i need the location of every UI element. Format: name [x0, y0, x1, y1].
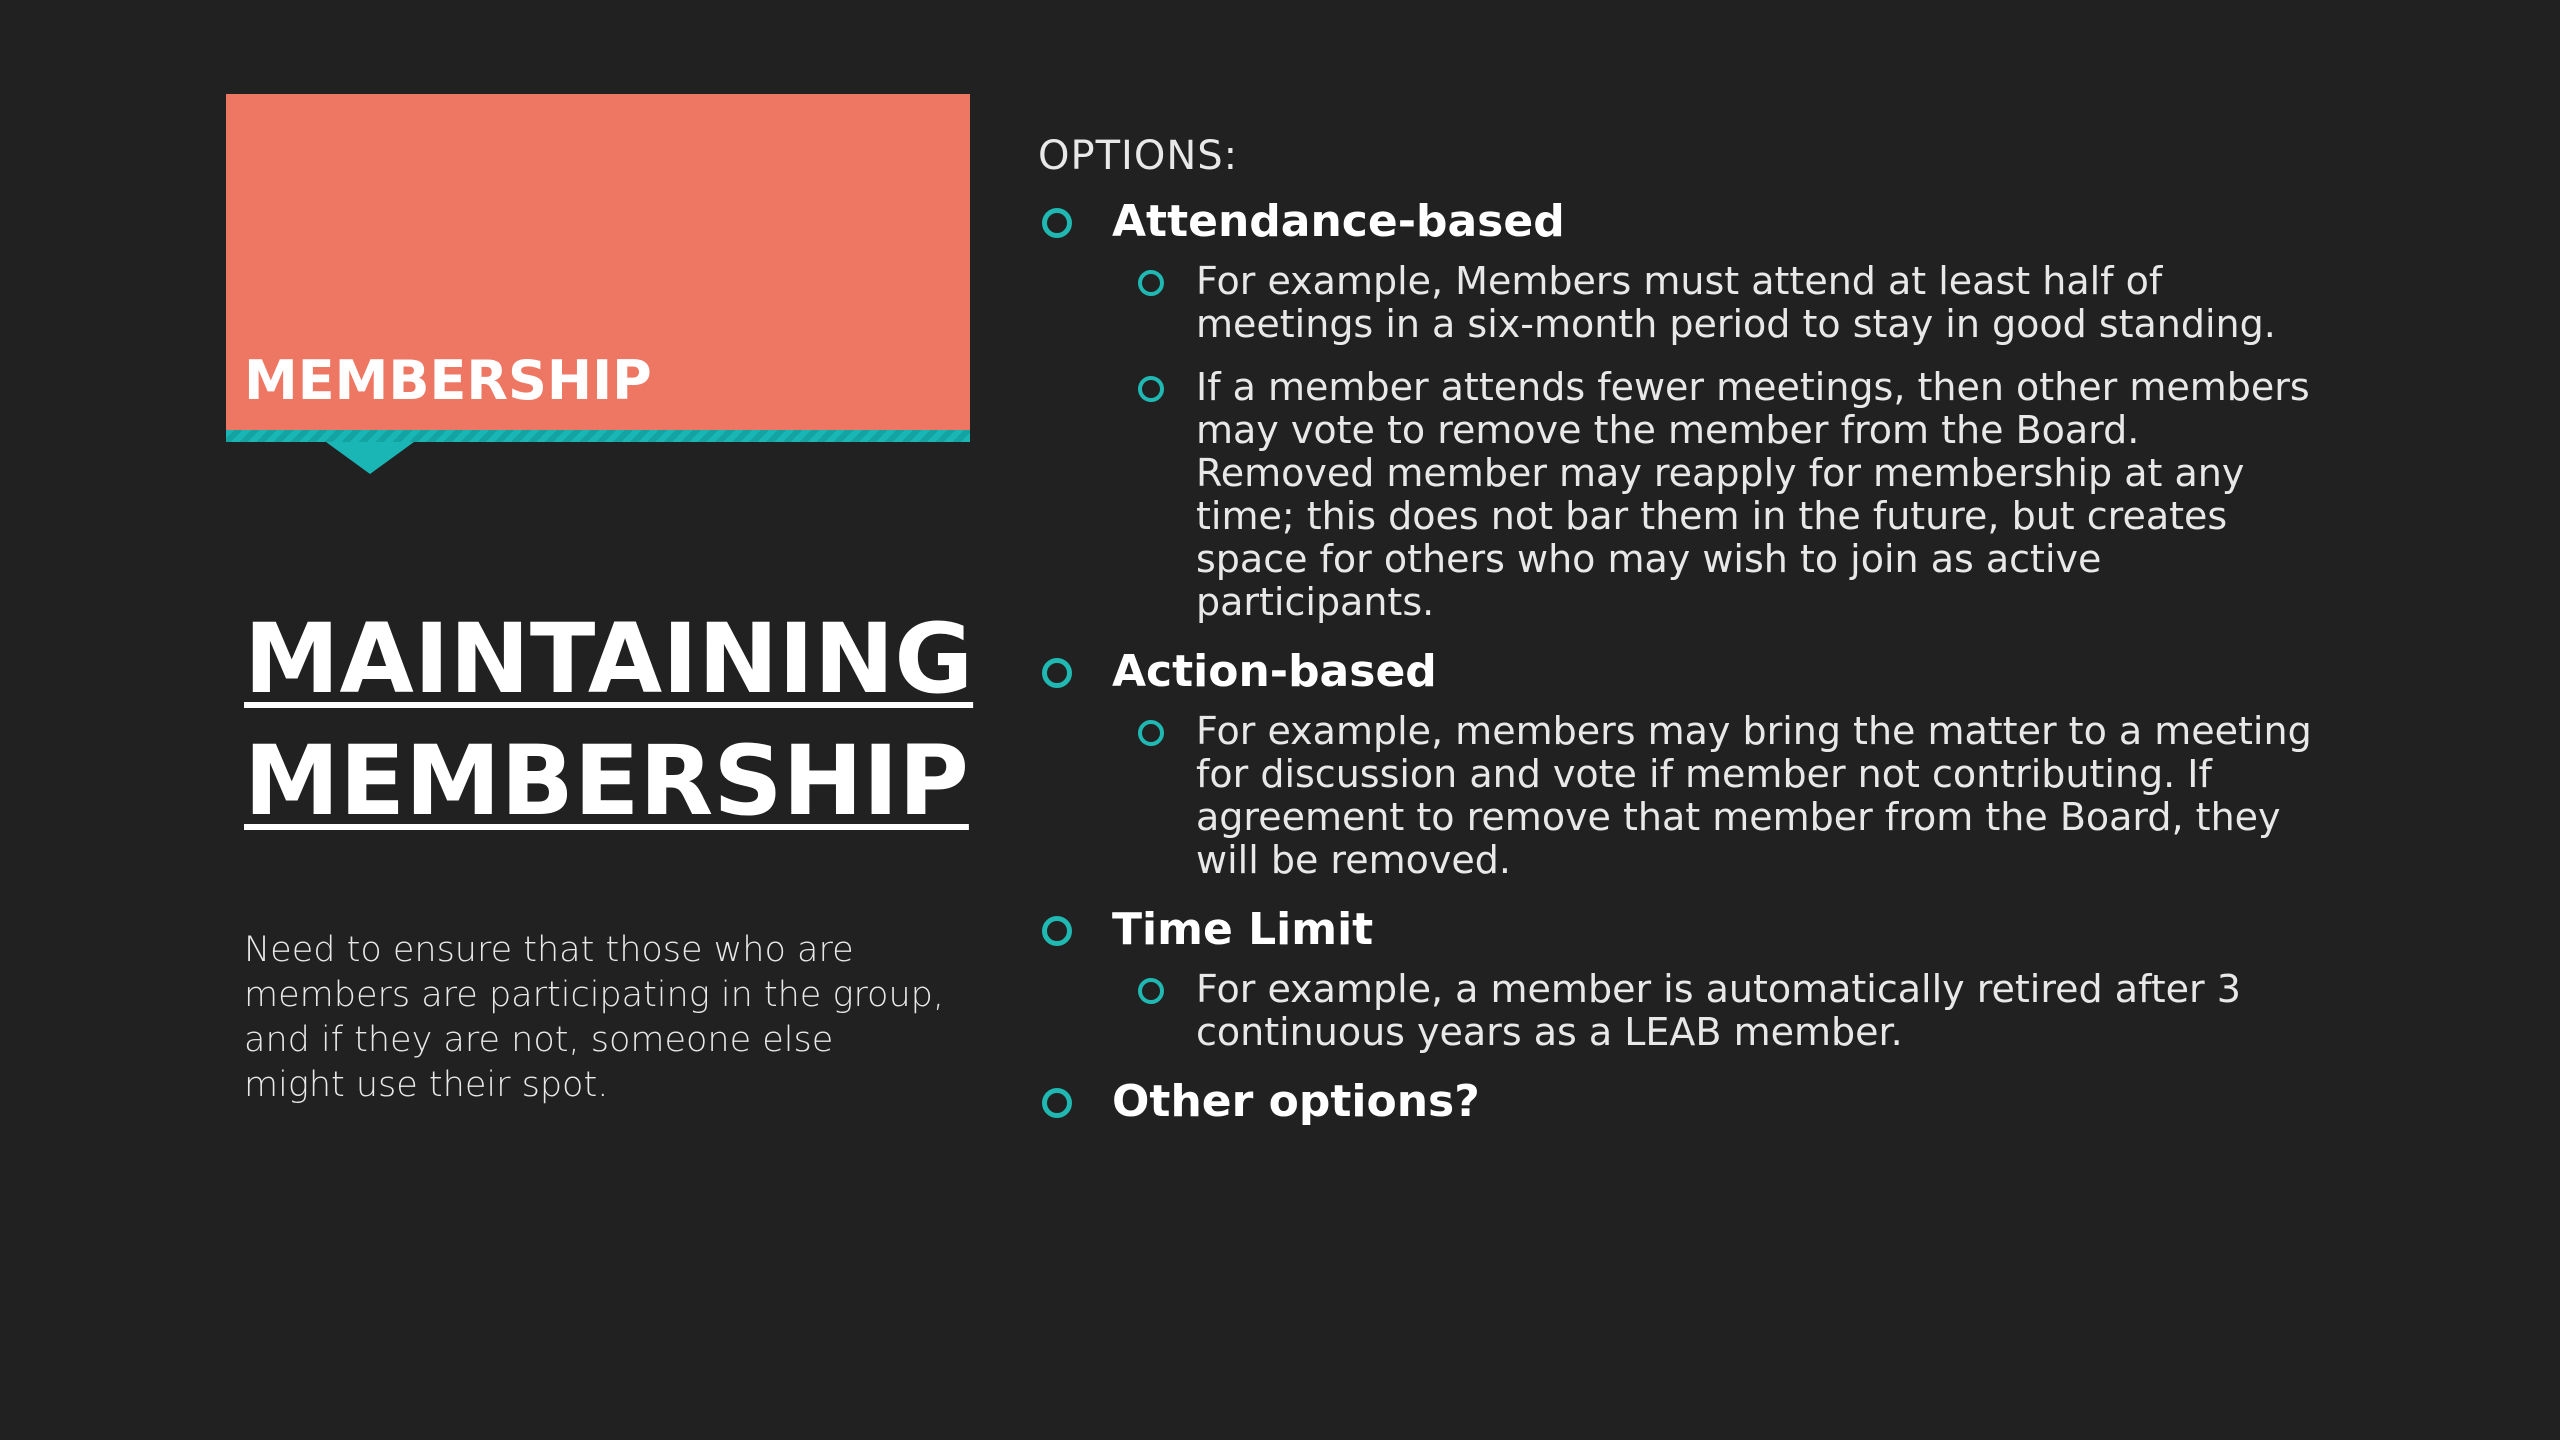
banner-stripe	[226, 430, 970, 442]
ring-bullet-icon	[1138, 978, 1164, 1004]
options-content	[1038, 128, 2318, 1140]
slide-title-line-2: MEMBERSHIP	[244, 725, 969, 837]
option-subitem-text: For example, Members must attend at least half of meetings in a six-month period to stay in good standing.	[1196, 259, 2276, 346]
slide-title	[244, 598, 974, 842]
option-group-action	[1038, 644, 2318, 882]
banner-pointer-icon	[326, 442, 414, 474]
option-label	[1038, 644, 2318, 700]
ring-bullet-icon	[1042, 916, 1072, 946]
option-subitem-text: For example, a member is automatically retired after 3 continuous years as a LEAB member.	[1196, 967, 2241, 1054]
ring-bullet-icon	[1042, 1088, 1072, 1118]
ring-bullet-icon	[1042, 658, 1072, 688]
slide-title-line-1: MAINTAINING	[244, 603, 974, 715]
section-label: MEMBERSHIP	[244, 349, 652, 412]
option-label	[1038, 194, 2318, 250]
option-label	[1038, 1074, 2318, 1130]
option-subitem	[1038, 366, 2318, 624]
left-body-text: Need to ensure that those who are members are participating in the group, and if they are not, someone else might use their spot.	[244, 930, 944, 1105]
section-banner	[226, 94, 970, 430]
option-subitem	[1038, 710, 2318, 882]
option-label-text: Time Limit	[1112, 904, 1374, 955]
ring-bullet-icon	[1138, 270, 1164, 296]
option-label-text: Attendance-based	[1112, 196, 1565, 247]
options-heading: OPTIONS:	[1038, 133, 1239, 179]
ring-bullet-icon	[1138, 376, 1164, 402]
ring-bullet-icon	[1138, 720, 1164, 746]
option-group-time-limit	[1038, 902, 2318, 1054]
option-group-other	[1038, 1074, 2318, 1130]
option-subitem-text: If a member attends fewer meetings, then other members may vote to remove the member from the Board. Removed member may reapply for membership at any time; this does not bar them in the future, but creates space for others who may wish to join as active participants.	[1196, 365, 2310, 624]
option-subitem	[1038, 968, 2318, 1054]
option-group-attendance	[1038, 194, 2318, 624]
option-label	[1038, 902, 2318, 958]
ring-bullet-icon	[1042, 208, 1072, 238]
option-subitem	[1038, 260, 2318, 346]
option-subitem-text: For example, members may bring the matter to a meeting for discussion and vote if member not contributing. If agreement to remove that member from the Board, they will be removed.	[1196, 709, 2312, 882]
option-label-text: Other options?	[1112, 1076, 1480, 1127]
option-label-text: Action-based	[1112, 646, 1437, 697]
